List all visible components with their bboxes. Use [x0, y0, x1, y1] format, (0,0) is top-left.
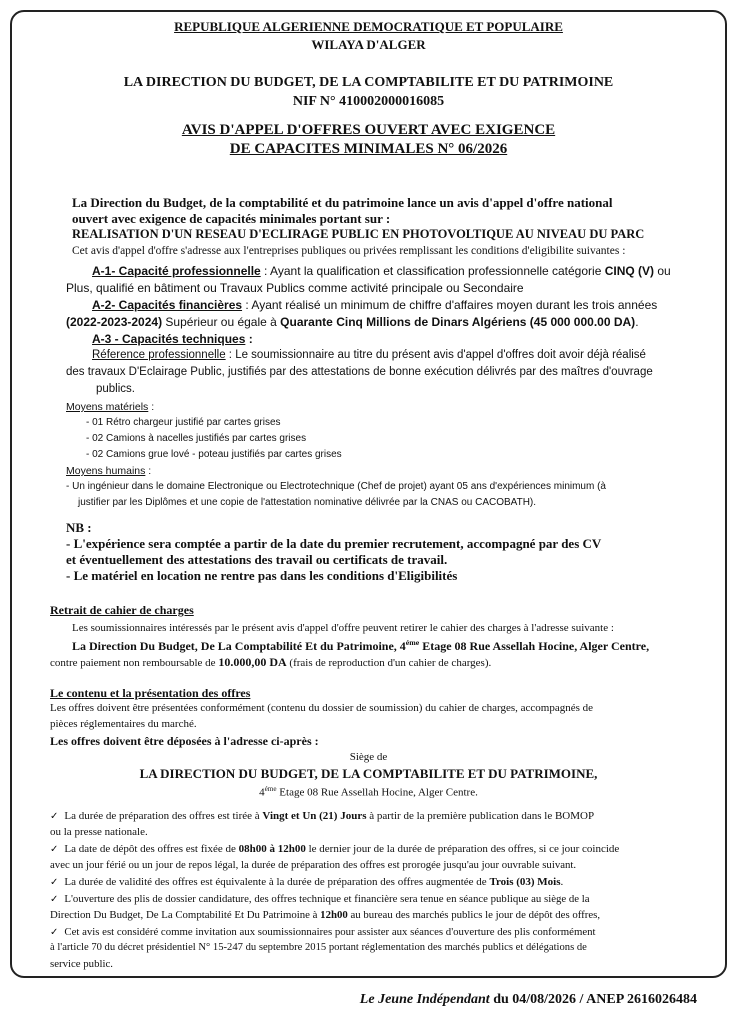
siege-address-sup: éme — [264, 785, 277, 793]
retrait-address-b: Etage 08 Rue Assellah Hocine, Alger Centre, — [419, 639, 650, 653]
bullet-preparation — [50, 810, 594, 822]
retrait-price-prefix: contre paiement non remboursable de — [50, 657, 219, 669]
moyens-humains-heading — [66, 465, 151, 477]
bullet-depot — [50, 843, 619, 855]
moyens-humains-colon: : — [145, 465, 152, 477]
a2-amount: Quarante Cinq Millions de Dinars Algériens (45 000 000.00 DA) — [280, 315, 636, 329]
a2-mid: Supérieur ou égale à — [162, 315, 281, 329]
bullet-preparation-duration: Vingt et Un (21) Jours — [262, 810, 367, 822]
human-resource-line1: - Un ingénieur dans le domaine Electronique ou Electrotechnique (Chef de projet) ayant 05 ans d'expériences minimum (à — [66, 481, 606, 492]
material-item: - 02 Camions grue lové - poteau justifiés par cartes grises — [86, 449, 342, 460]
bullet-ouverture-time: 12h00 — [320, 909, 348, 921]
nb-line2: et éventuellement des attestations des travail ou certificats de travail. — [66, 552, 448, 567]
a1-tail: ou — [654, 264, 671, 278]
material-item: - 02 Camions à nacelles justifiés par cartes grises — [86, 433, 307, 444]
siege-label: Siège de — [349, 751, 388, 763]
bullet-validite-duration: Trois (03) Mois — [489, 876, 561, 888]
bullet-preparation-c: à partir de la première publication dans le BOMOP — [366, 810, 595, 822]
notice-title-line2: DE CAPACITES MINIMALES N° 06/2026 — [229, 141, 508, 157]
bullet-invitation-cont: à l'article 70 du décret présidentiel N° 15-247 du septembre 2015 portant réglementation des marchés publics et délégations de — [50, 942, 587, 953]
nb-line1: - L'expérience sera comptée a partir de la date du premier recrutement, accompagné par des CV — [66, 536, 602, 551]
siege-address-rest: Etage 08 Rue Assellah Hocine, Alger Centre. — [276, 786, 478, 799]
bullet-invitation: ✓ Cet avis est considéré comme invitation aux soumissionnaires pour assister aux séances d'ouverture des plis conformément — [50, 926, 596, 938]
siege-address-num: 4 — [259, 786, 265, 799]
contenu-line1: Les offres doivent être présentées conformément (contenu du dossier de soumission) du cahier de charges, accompagnés de — [50, 702, 593, 714]
wilaya-header: WILAYA D'ALGER — [311, 37, 426, 52]
intro-addressed: Cet avis d'appel d'offre s'adresse aux l'entreprises publiques ou privées remplissant les conditions d'eligibilite suivantes : — [72, 245, 626, 257]
a1-label: A-1- Capacité professionnelle — [92, 264, 261, 278]
bullet-validite — [50, 876, 563, 888]
bullet-depot-cont: avec un jour férié ou un jour de repos légal, la durée de préparation des offres est prorogée jusqu'au jour ouvrable suivant. — [50, 859, 577, 871]
bullet-ouverture-b: Direction Du Budget, De La Comptabilité Et Du Patrimoine à — [50, 909, 321, 921]
a1-text: : Ayant la qualification et classification professionnelle catégorie — [260, 264, 605, 278]
contenu-heading: Le contenu et la présentation des offres — [50, 686, 251, 700]
retrait-address — [72, 638, 649, 654]
a3-heading — [92, 332, 253, 346]
retrait-address-a: La Direction Du Budget, De La Comptabilité Et du Patrimoine, 4 — [72, 639, 406, 653]
project-title: REALISATION D'UN RESEAU D'ECLIRAGE PUBLIC EN PHOTOVOLTIQUE AU NIVEAU DU PARC — [72, 227, 645, 241]
nb-line3: - Le matériel en location ne rentre pas dans les conditions d'Eligibilités — [66, 568, 458, 583]
a3-ref-label: Réference professionnelle — [92, 349, 226, 361]
intro-line1: La Direction du Budget, de la comptabilité et du patrimoine lance un avis d'appel d'offre national — [72, 195, 613, 210]
a3-ref-text: : Le soumissionnaire au titre du présent avis d'appel d'offres doit avoir déjà réalisé — [225, 349, 646, 361]
siege-direction: LA DIRECTION DU BUDGET, DE LA COMPTABILITE ET DU PATRIMOINE, — [139, 766, 598, 781]
bullet-ouverture: ✓ L'ouverture des plis de dossier candidature, des offres technique et financière sera tenue en séance publique au siège de la — [50, 893, 590, 905]
material-item: - 01 Rétro chargeur justifié par cartes grises — [86, 417, 281, 428]
siege-address — [0, 785, 737, 799]
bullet-depot-hours: 08h00 à 12h00 — [238, 843, 306, 855]
intro-line2: ouvert avec exigence de capacités minimales portant sur : — [72, 211, 391, 226]
contenu-line3: Les offres doivent être déposées à l'adresse ci-après : — [50, 734, 319, 748]
bullet-invitation-end: service public. — [50, 958, 113, 970]
retrait-price-line — [50, 655, 491, 670]
a1-category: CINQ (V) — [604, 264, 655, 278]
retrait-price-suffix: (frais de reproduction d'un cahier de charges). — [286, 657, 492, 669]
bullet-ouverture-d: au bureau des marchés publics le jour de dépôt des offres, — [347, 909, 601, 921]
bullet-ouverture-cont — [50, 909, 600, 921]
a3-ref-line2: des travaux D'Eclairage Public, justifiés par des attestations de bonne exécution délivrés par des maîtres d'ouvrage — [66, 366, 653, 378]
a2-end: . — [635, 315, 639, 329]
a2-line1 — [92, 298, 657, 312]
publication-footer — [360, 992, 697, 1008]
nif-number: NIF N° 410002000016085 — [292, 94, 445, 109]
bullet-validite-a: La durée de validité des offres est équivalente à la durée de préparation des offres augmentée de — [64, 876, 490, 888]
direction-header: LA DIRECTION DU BUDGET, DE LA COMPTABILITE ET DU PATRIMOINE — [123, 75, 614, 90]
bullet-preparation-cont: ou la presse nationale. — [50, 826, 148, 838]
a1-line2: Plus, qualifié en bâtiment ou Travaux Publics comme activité principale ou Secondaire — [66, 281, 524, 295]
retrait-price: 10.000,00 DA — [218, 655, 287, 669]
retrait-address-sup: éme — [405, 638, 420, 647]
a3-ref-line1 — [92, 349, 646, 361]
moyens-humains-label: Moyens humains — [66, 465, 146, 477]
nb-label: NB : — [66, 520, 92, 535]
moyens-materiels-heading — [66, 401, 154, 413]
bullet-depot-c: le dernier jour de la durée de préparation des offres, si ce jour coincide — [305, 843, 620, 855]
a2-text: : Ayant réalisé un minimum de chiffre d'affaires moyen durant les trois années — [242, 298, 658, 312]
republic-header: REPUBLIQUE ALGERIENNE DEMOCRATIQUE ET POPULAIRE — [174, 19, 563, 34]
a1-line1 — [92, 264, 671, 278]
bullet-preparation-a: La durée de préparation des offres est tirée à — [64, 810, 263, 822]
moyens-materiels-label: Moyens matériels — [66, 401, 149, 413]
human-resource-line2: justifier par les Diplômes et une copie de l'attestation nominative délivrée par la CNAS ou CACOBATH). — [78, 497, 537, 508]
moyens-materiels-colon: : — [148, 401, 155, 413]
a2-line2 — [66, 315, 639, 329]
newspaper-name: Le Jeune Indépendant — [359, 992, 490, 1007]
bullet-depot-a: La date de dépôt des offres est fixée de — [64, 843, 239, 855]
a3-colon: : — [245, 332, 253, 346]
publication-ref: du 04/08/2026 / ANEP 2616026484 — [489, 992, 697, 1007]
a3-label: A-3 - Capacités techniques — [92, 332, 246, 346]
a3-ref-line3: publics. — [96, 383, 135, 395]
notice-title-line1: AVIS D'APPEL D'OFFRES OUVERT AVEC EXIGENCE — [181, 122, 556, 138]
retrait-line1: Les soumissionnaires intéressés par le présent avis d'appel d'offre peuvent retirer le cahier des charges à l'adresse suivante : — [72, 622, 614, 634]
bullet-validite-c: . — [560, 876, 564, 888]
contenu-line2: pièces réglementaires du marché. — [50, 718, 197, 730]
a2-label: A-2- Capacités financières — [92, 298, 243, 312]
retrait-heading: Retrait de cahier de charges — [50, 603, 194, 617]
a2-years: (2022-2023-2024) — [66, 315, 163, 329]
